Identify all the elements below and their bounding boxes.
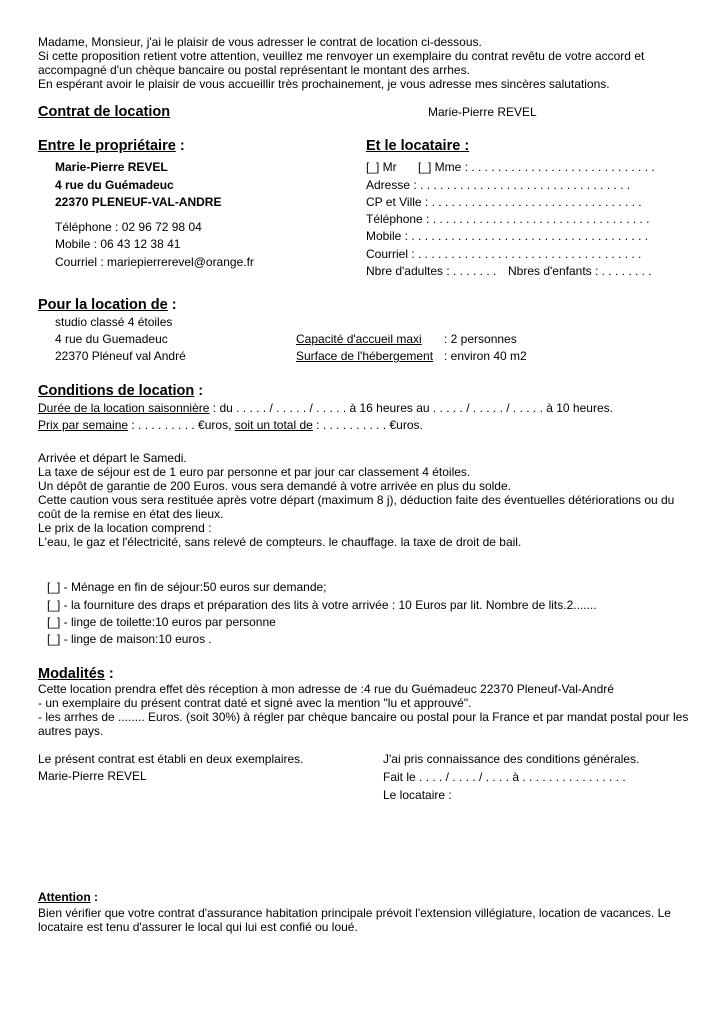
signature-right-line-3: Le locataire : bbox=[383, 788, 452, 802]
tenant-heading-colon: : bbox=[460, 138, 470, 154]
modalities-heading-colon: : bbox=[104, 666, 114, 682]
signature-right-line-2[interactable]: Fait le . . . . / . . . . / . . . . à . . . . . . . . . . . . . . . . bbox=[383, 770, 626, 784]
tenant-adults-field[interactable]: Nbre d'adultes : . . . . . . . bbox=[366, 264, 497, 278]
total-value[interactable]: : . . . . . . . . . . €uros. bbox=[312, 418, 423, 432]
contract-title: Contrat de location bbox=[38, 104, 171, 120]
owner-heading bbox=[38, 137, 185, 155]
option-household-linen[interactable]: [_] - linge de maison:10 euros . bbox=[47, 632, 212, 646]
contract-owner-name: Marie-Pierre REVEL bbox=[428, 105, 537, 119]
conditions-paragraph: Arrivée et départ le Samedi. bbox=[38, 451, 187, 465]
owner-heading-text: Entre le propriétaire bbox=[38, 138, 176, 154]
modalities-heading-text: Modalités bbox=[38, 666, 105, 682]
intro-letter bbox=[38, 35, 688, 91]
tenant-address-field[interactable]: Adresse : . . . . . . . . . . . . . . . . . . . . . . . . . . . . . . . . bbox=[366, 178, 631, 192]
property-line-3: 22370 Pléneuf val André bbox=[55, 349, 186, 363]
tenant-mobile-field[interactable]: Mobile : . . . . . . . . . . . . . . . . . . . . . . . . . . . . . . . . . . . . bbox=[366, 229, 649, 243]
property-surface-value: : environ 40 m2 bbox=[444, 349, 527, 363]
modalities-text bbox=[38, 682, 698, 738]
duration-label: Durée de la location saisonnière bbox=[38, 401, 210, 415]
price-value[interactable]: : . . . . . . . . . €uros, bbox=[128, 418, 235, 432]
conditions-paragraph: Un dépôt de garantie de 200 Euros. vous sera demandé à votre arrivée en plus du solde. bbox=[38, 479, 511, 493]
property-line-2: 4 rue du Guemadeuc bbox=[55, 332, 168, 346]
modalities-heading bbox=[38, 665, 114, 683]
owner-email: Courriel : mariepierrerevel@orange.fr bbox=[55, 255, 254, 269]
owner-mobile: Mobile : 06 43 12 38 41 bbox=[55, 237, 181, 251]
duration-value[interactable]: : du . . . . . / . . . . . / . . . . . à 16 heures au . . . . . / . . . . . / . . . . . à 10 heures. bbox=[209, 401, 613, 415]
tenant-heading bbox=[366, 137, 469, 155]
attention-heading bbox=[38, 890, 98, 904]
property-heading bbox=[38, 296, 177, 314]
tenant-heading-text: Et le locataire bbox=[366, 138, 461, 154]
conditions-paragraph: Le prix de la location comprend : bbox=[38, 521, 212, 535]
conditions-heading-text: Conditions de location bbox=[38, 383, 195, 399]
conditions-paragraph: L'eau, le gaz et l'électricité, sans relevé de compteurs. le chauffage. la taxe de droit de bail. bbox=[38, 535, 522, 549]
property-capacity-value: : 2 personnes bbox=[444, 332, 517, 346]
tenant-mme-field[interactable]: [_] Mme : . . . . . . . . . . . . . . . . . . . . . . . . . . . . bbox=[418, 160, 655, 174]
property-heading-text: Pour la location de bbox=[38, 297, 168, 313]
owner-phone: Téléphone : 02 96 72 98 04 bbox=[55, 220, 202, 234]
price-line bbox=[38, 418, 423, 432]
signature-left-line-2: Marie-Pierre REVEL bbox=[38, 769, 147, 783]
tenant-phone-field[interactable]: Téléphone : . . . . . . . . . . . . . . . . . . . . . . . . . . . . . . . . . bbox=[366, 212, 650, 226]
attention-heading-text: Attention bbox=[38, 890, 91, 904]
owner-street: 4 rue du Guémadeuc bbox=[55, 178, 174, 192]
signature-left-line-1: Le présent contrat est établi en deux exemplaires. bbox=[38, 752, 304, 766]
intro-line-1: Madame, Monsieur, j'ai le plaisir de vous adresser le contrat de location ci-dessous. bbox=[38, 35, 482, 49]
owner-heading-colon: : bbox=[175, 138, 185, 154]
conditions-text bbox=[38, 451, 693, 549]
conditions-heading-colon: : bbox=[194, 383, 204, 399]
conditions-paragraph: Cette caution vous sera restituée après votre départ (maximum 8 j), déduction faite des éventuelles détériorations ou du coût de la remise en état des lieux. bbox=[38, 493, 675, 521]
property-surface-label: Surface de l'hébergement bbox=[296, 349, 434, 363]
property-capacity-label: Capacité d'accueil maxi bbox=[296, 332, 422, 346]
tenant-children-field[interactable]: Nbres d'enfants : . . . . . . . . bbox=[508, 264, 652, 278]
property-line-1: studio classé 4 étoiles bbox=[55, 315, 173, 329]
property-heading-colon: : bbox=[167, 297, 177, 313]
intro-line-2: Si cette proposition retient votre attention, veuillez me renvoyer un exemplaire du contrat revêtu de votre accord et accompagné d'un chèque bancaire ou postal représentant le montant des arrhes. bbox=[38, 49, 645, 77]
tenant-cp-ville-field[interactable]: CP et Ville : . . . . . . . . . . . . . . . . . . . . . . . . . . . . . . . . bbox=[366, 195, 642, 209]
total-label: soit un total de bbox=[234, 418, 313, 432]
tenant-email-field[interactable]: Courriel : . . . . . . . . . . . . . . . . . . . . . . . . . . . . . . . . . . bbox=[366, 247, 642, 261]
duration-line bbox=[38, 401, 613, 415]
attention-text: Bien vérifier que votre contrat d'assurance habitation principale prévoit l'extension villégiature, location de vacances. Le locataire est tenu d'assurer le local qui lui est confié ou loué. bbox=[38, 906, 671, 934]
modalities-paragraph: Cette location prendra effet dès réception à mon adresse de :4 rue du Guémadeuc 22370 Pleneuf-Val-André bbox=[38, 682, 614, 696]
option-cleaning[interactable]: [_] - Ménage en fin de séjour:50 euros sur demande; bbox=[47, 580, 327, 594]
tenant-mr-checkbox[interactable]: [_] Mr bbox=[366, 160, 397, 174]
owner-city: 22370 PLENEUF-VAL-ANDRE bbox=[55, 195, 222, 209]
signature-right-line-1: J'ai pris connaissance des conditions générales. bbox=[383, 752, 640, 766]
conditions-paragraph: La taxe de séjour est de 1 euro par personne et par jour car classement 4 étoiles. bbox=[38, 465, 471, 479]
intro-line-3: En espérant avoir le plaisir de vous accueillir très prochainement, je vous adresse mes sincères salutations. bbox=[38, 77, 610, 91]
attention-heading-colon: : bbox=[90, 890, 98, 904]
owner-name: Marie-Pierre REVEL bbox=[55, 160, 168, 174]
conditions-heading bbox=[38, 382, 203, 400]
price-label: Prix par semaine bbox=[38, 418, 129, 432]
modalities-paragraph: - un exemplaire du présent contrat daté et signé avec la mention "lu et approuvé". bbox=[38, 696, 472, 710]
option-sheets[interactable]: [_] - la fourniture des draps et préparation des lits à votre arrivée : 10 Euros par lit. Nombre de lits.2....... bbox=[47, 598, 597, 612]
option-towels[interactable]: [_] - linge de toilette:10 euros par personne bbox=[47, 615, 276, 629]
modalities-paragraph: - les arrhes de ........ Euros. (soit 30%) à régler par chèque bancaire ou postal pour la France et par mandat postal pour les autres pays. bbox=[38, 710, 689, 738]
